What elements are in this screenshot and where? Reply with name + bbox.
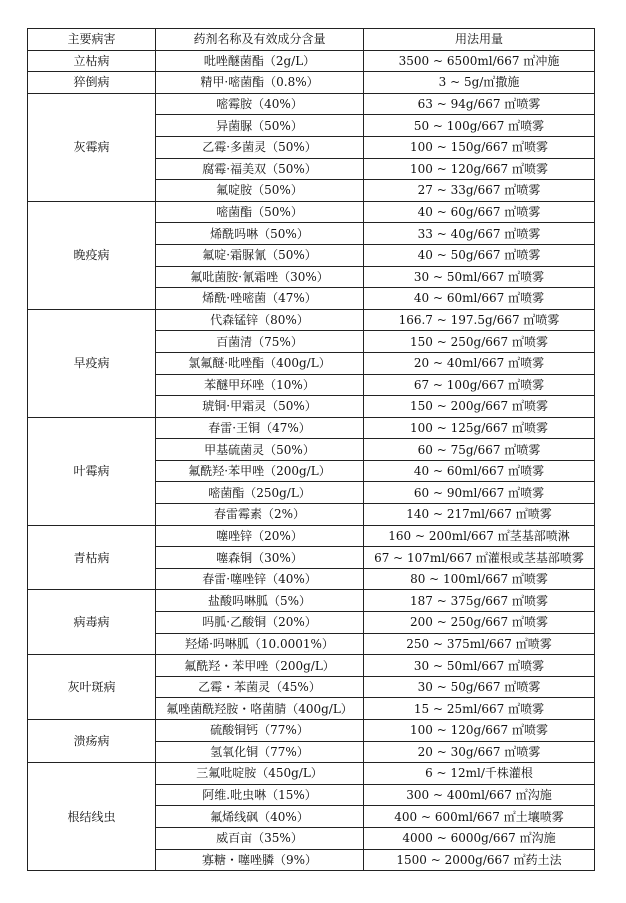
- usage-cell: 40 ~ 50g/667 ㎡喷雾: [364, 244, 595, 266]
- table-row: [28, 525, 595, 547]
- pesticide-cell: 羟烯·吗啉胍（10.0001%）: [156, 633, 364, 655]
- pesticide-cell: 氟啶·霜脲氰（50%）: [156, 244, 364, 266]
- pesticide-cell: 阿维.吡虫啉（15%）: [156, 784, 364, 806]
- table-row: [28, 720, 595, 742]
- usage-cell: 3 ~ 5g/㎡撒施: [364, 72, 595, 94]
- usage-cell: 20 ~ 30g/667 ㎡喷雾: [364, 741, 595, 763]
- disease-cell: 根结线虫: [28, 763, 156, 871]
- pesticide-cell: 氟酰羟·苯甲唑（200g/L）: [156, 460, 364, 482]
- pesticide-cell: 嘧菌酯（250g/L）: [156, 482, 364, 504]
- disease-cell: 立枯病: [28, 50, 156, 72]
- pesticide-cell: 苯醚甲环唑（10%）: [156, 374, 364, 396]
- pesticide-cell: 嘧菌酯（50%）: [156, 201, 364, 223]
- usage-cell: 40 ~ 60ml/667 ㎡喷雾: [364, 460, 595, 482]
- pesticide-cell: 氟啶胺（50%）: [156, 180, 364, 202]
- table-row: [28, 93, 595, 115]
- pesticide-cell: 烯酰·唑嘧菌（47%）: [156, 288, 364, 310]
- pesticide-cell: 精甲·嘧菌酯（0.8%）: [156, 72, 364, 94]
- usage-cell: 27 ~ 33g/667 ㎡喷雾: [364, 180, 595, 202]
- table-row: [28, 417, 595, 439]
- usage-cell: 30 ~ 50ml/667 ㎡喷雾: [364, 266, 595, 288]
- disease-cell: 猝倒病: [28, 72, 156, 94]
- disease-cell: 叶霉病: [28, 417, 156, 525]
- usage-cell: 100 ~ 120g/667 ㎡喷雾: [364, 720, 595, 742]
- table-row: [28, 201, 595, 223]
- pesticide-cell: 乙霉・苯菌灵（45%）: [156, 676, 364, 698]
- pesticide-cell: 春雷·王铜（47%）: [156, 417, 364, 439]
- usage-cell: 166.7 ~ 197.5g/667 ㎡喷雾: [364, 309, 595, 331]
- usage-cell: 150 ~ 250g/667 ㎡喷雾: [364, 331, 595, 353]
- usage-cell: 100 ~ 120g/667 ㎡喷雾: [364, 158, 595, 180]
- table-row: [28, 763, 595, 785]
- pesticide-cell: 百菌清（75%）: [156, 331, 364, 353]
- disease-cell: 病毒病: [28, 590, 156, 655]
- usage-cell: 4000 ~ 6000g/667 ㎡沟施: [364, 827, 595, 849]
- pesticide-cell: 琥铜·甲霜灵（50%）: [156, 396, 364, 418]
- pesticide-cell: 威百亩（35%）: [156, 827, 364, 849]
- pesticide-cell: 噻森铜（30%）: [156, 547, 364, 569]
- pesticide-cell: 乙霉·多菌灵（50%）: [156, 136, 364, 158]
- table-row: [28, 590, 595, 612]
- pesticide-cell: 氟酰羟・苯甲唑（200g/L）: [156, 655, 364, 677]
- usage-cell: 400 ~ 600ml/667 ㎡土壤喷雾: [364, 806, 595, 828]
- disease-cell: 早疫病: [28, 309, 156, 417]
- table-row: [28, 655, 595, 677]
- pesticide-cell: 烯酰吗啉（50%）: [156, 223, 364, 245]
- header-row: [28, 29, 595, 51]
- usage-cell: 100 ~ 150g/667 ㎡喷雾: [364, 136, 595, 158]
- disease-cell: 青枯病: [28, 525, 156, 590]
- usage-cell: 30 ~ 50ml/667 ㎡喷雾: [364, 655, 595, 677]
- usage-cell: 20 ~ 40ml/667 ㎡喷雾: [364, 352, 595, 374]
- disease-cell: 晚疫病: [28, 201, 156, 309]
- usage-cell: 250 ~ 375ml/667 ㎡喷雾: [364, 633, 595, 655]
- usage-cell: 67 ~ 100g/667 ㎡喷雾: [364, 374, 595, 396]
- usage-cell: 60 ~ 75g/667 ㎡喷雾: [364, 439, 595, 461]
- usage-cell: 80 ~ 100ml/667 ㎡喷雾: [364, 568, 595, 590]
- pesticide-cell: 代森锰锌（80%）: [156, 309, 364, 331]
- usage-cell: 15 ~ 25ml/667 ㎡喷雾: [364, 698, 595, 720]
- pesticide-cell: 春雷·噻唑锌（40%）: [156, 568, 364, 590]
- pesticide-table: [27, 28, 595, 871]
- pesticide-cell: 氯氟醚·吡唑酯（400g/L）: [156, 352, 364, 374]
- usage-cell: 40 ~ 60g/667 ㎡喷雾: [364, 201, 595, 223]
- usage-cell: 60 ~ 90ml/667 ㎡喷雾: [364, 482, 595, 504]
- header-disease: 主要病害: [28, 29, 156, 51]
- pesticide-cell: 春雷霉素（2%）: [156, 504, 364, 526]
- pesticide-cell: 嘧霉胺（40%）: [156, 93, 364, 115]
- usage-cell: 140 ~ 217ml/667 ㎡喷雾: [364, 504, 595, 526]
- usage-cell: 63 ~ 94g/667 ㎡喷雾: [364, 93, 595, 115]
- usage-cell: 300 ~ 400ml/667 ㎡沟施: [364, 784, 595, 806]
- usage-cell: 50 ~ 100g/667 ㎡喷雾: [364, 115, 595, 137]
- table-row: [28, 309, 595, 331]
- table-row: [28, 72, 595, 94]
- disease-cell: 溃疡病: [28, 720, 156, 763]
- pesticide-cell: 三氟吡啶胺（450g/L）: [156, 763, 364, 785]
- usage-cell: 150 ~ 200g/667 ㎡喷雾: [364, 396, 595, 418]
- pesticide-cell: 吗胍·乙酸铜（20%）: [156, 612, 364, 634]
- pesticide-cell: 吡唑醚菌酯（2g/L）: [156, 50, 364, 72]
- usage-cell: 3500 ~ 6500ml/667 ㎡冲施: [364, 50, 595, 72]
- table-row: [28, 50, 595, 72]
- pesticide-cell: 氟唑菌酰羟胺・咯菌腈（400g/L）: [156, 698, 364, 720]
- pesticide-cell: 硫酸铜钙（77%）: [156, 720, 364, 742]
- usage-cell: 1500 ~ 2000g/667 ㎡药土法: [364, 849, 595, 871]
- pesticide-cell: 甲基硫菌灵（50%）: [156, 439, 364, 461]
- usage-cell: 30 ~ 50g/667 ㎡喷雾: [364, 676, 595, 698]
- usage-cell: 67 ~ 107ml/667 ㎡灌根或茎基部喷雾: [364, 547, 595, 569]
- pesticide-cell: 异菌脲（50%）: [156, 115, 364, 137]
- usage-cell: 187 ~ 375g/667 ㎡喷雾: [364, 590, 595, 612]
- pesticide-cell: 寡糖・噻唑膦（9%）: [156, 849, 364, 871]
- usage-cell: 160 ~ 200ml/667 ㎡茎基部喷淋: [364, 525, 595, 547]
- usage-cell: 40 ~ 60ml/667 ㎡喷雾: [364, 288, 595, 310]
- usage-cell: 100 ~ 125g/667 ㎡喷雾: [364, 417, 595, 439]
- pesticide-cell: 氢氧化铜（77%）: [156, 741, 364, 763]
- pesticide-cell: 腐霉·福美双（50%）: [156, 158, 364, 180]
- disease-cell: 灰霉病: [28, 93, 156, 201]
- pesticide-cell: 噻唑锌（20%）: [156, 525, 364, 547]
- pesticide-cell: 盐酸吗啉胍（5%）: [156, 590, 364, 612]
- usage-cell: 6 ~ 12ml/千株灌根: [364, 763, 595, 785]
- pesticide-cell: 氟吡菌胺·氰霜唑（30%）: [156, 266, 364, 288]
- disease-cell: 灰叶斑病: [28, 655, 156, 720]
- pesticide-cell: 氟烯线砜（40%）: [156, 806, 364, 828]
- table-body: [28, 50, 595, 871]
- header-pesticide: 药剂名称及有效成分含量: [156, 29, 364, 51]
- usage-cell: 33 ~ 40g/667 ㎡喷雾: [364, 223, 595, 245]
- usage-cell: 200 ~ 250g/667 ㎡喷雾: [364, 612, 595, 634]
- header-usage: 用法用量: [364, 29, 595, 51]
